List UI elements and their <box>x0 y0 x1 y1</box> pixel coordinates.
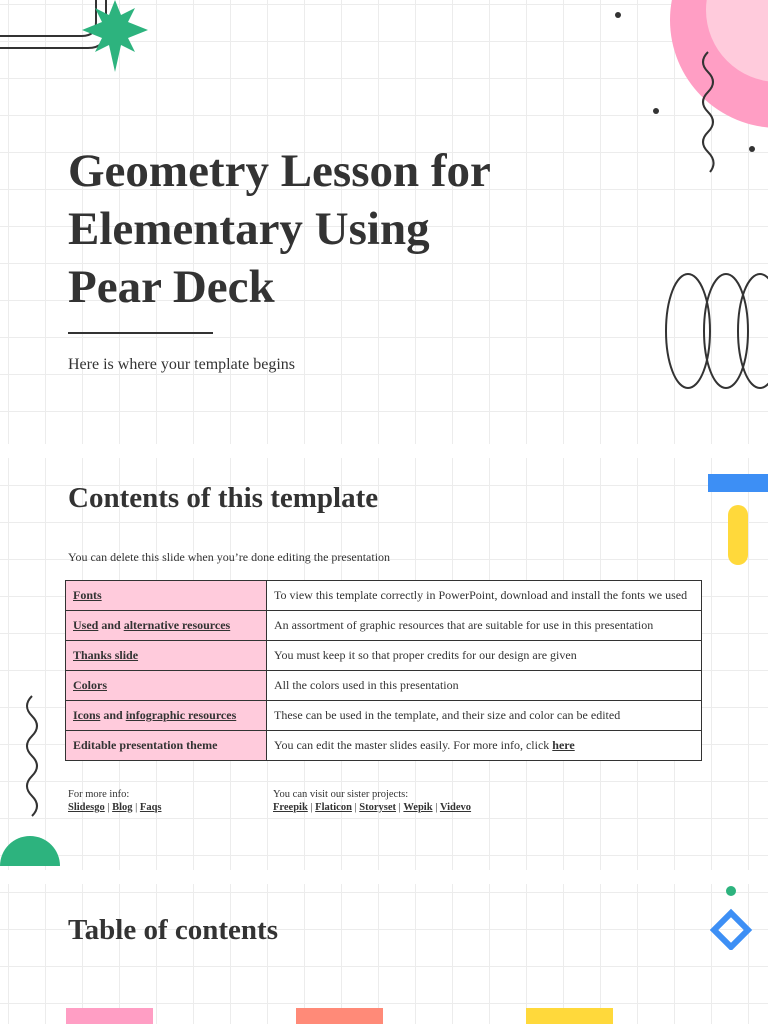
contents-note: You can delete this slide when you’re done editing the presentation <box>68 550 391 564</box>
table-cell-key <box>66 731 267 761</box>
key-link[interactable]: infographic resources <box>125 708 237 722</box>
more-info-label: For more info: <box>68 789 130 800</box>
link-separator: | <box>432 802 440 813</box>
link-separator: | <box>307 802 316 813</box>
blue-diamond-decoration <box>714 913 748 947</box>
here-link[interactable]: here <box>552 738 575 752</box>
green-dot-decoration <box>726 886 736 896</box>
table-cell-key <box>66 581 267 611</box>
table-cell-key <box>66 701 267 731</box>
contents-table <box>65 580 702 761</box>
key-link[interactable]: Colors <box>73 678 107 692</box>
decoration-top-right <box>600 0 768 180</box>
link-freepik[interactable]: Freepik <box>273 802 308 813</box>
ovals-decoration <box>660 268 768 394</box>
table-cell-key <box>66 611 267 641</box>
dot-decoration <box>615 12 621 18</box>
link-videvo[interactable]: Videvo <box>439 802 472 813</box>
slide-divider <box>0 870 768 884</box>
sister-projects-links <box>273 801 471 814</box>
right-decoration <box>710 880 754 950</box>
link-separator: | <box>351 802 360 813</box>
squiggle-decoration <box>27 696 37 816</box>
table-cell-description <box>267 641 702 671</box>
description-text: These can be used in the template, and their size and color can be edited <box>274 708 621 722</box>
description-text: An assortment of graphic resources that are suitable for use in this presentation <box>274 618 654 632</box>
table-row <box>66 581 702 611</box>
table-cell-key <box>66 641 267 671</box>
green-semicircle-decoration <box>0 834 62 866</box>
key-text: Editable presentation theme <box>73 738 218 752</box>
table-row <box>66 611 702 641</box>
link-wepik[interactable]: Wepik <box>403 802 433 813</box>
link-separator: | <box>132 802 140 813</box>
key-link[interactable]: Fonts <box>73 588 102 602</box>
description-text: You must keep it so that proper credits for our design are given <box>274 648 577 662</box>
salmon-strip-decoration <box>296 1008 383 1024</box>
more-info-block <box>68 788 162 814</box>
description-text: All the colors used in this presentation <box>274 678 459 692</box>
left-squiggle-decoration <box>14 694 54 824</box>
link-separator: | <box>104 802 113 813</box>
table-cell-key <box>66 671 267 701</box>
description-text: You can edit the master slides easily. For more info, click <box>274 738 553 752</box>
yellow-strip-decoration <box>526 1008 613 1024</box>
link-flaticon[interactable]: Flaticon <box>315 802 352 813</box>
contents-heading: Contents of this template <box>68 482 379 514</box>
table-cell-description <box>267 731 702 761</box>
semicircle-shape <box>0 836 60 866</box>
pink-strip-decoration <box>66 1008 153 1024</box>
slide-divider <box>0 444 768 458</box>
link-separator: | <box>396 802 404 813</box>
link-storyset[interactable]: Storyset <box>359 802 397 813</box>
link-slidesgo[interactable]: Slidesgo <box>68 802 105 813</box>
table-cell-description <box>267 671 702 701</box>
key-link[interactable]: alternative resources <box>123 618 231 632</box>
yellow-pill-decoration <box>728 505 748 565</box>
curved-line-decoration <box>0 0 106 48</box>
key-link[interactable]: Icons <box>73 708 101 722</box>
link-blog[interactable]: Blog <box>112 802 133 813</box>
toc-heading: Table of contents <box>68 914 278 946</box>
table-cell-description <box>267 581 702 611</box>
sister-projects-label: You can visit our sister projects: <box>273 789 409 800</box>
more-info-links <box>68 801 162 814</box>
key-link[interactable]: Thanks slide <box>73 648 139 662</box>
presentation-title: Geometry Lesson for Elementary Using Pear Deck <box>68 145 491 313</box>
curved-line-decoration <box>0 0 96 36</box>
presentation-subtitle: Here is where your template begins <box>68 356 296 373</box>
table-row <box>66 671 702 701</box>
table-row <box>66 641 702 671</box>
green-star-icon <box>82 0 148 72</box>
table-row <box>66 701 702 731</box>
sister-projects-block <box>273 788 471 814</box>
dot-decoration <box>653 108 659 114</box>
decoration-top-left <box>0 0 160 80</box>
title-underline <box>68 332 213 334</box>
blue-bar-decoration <box>708 474 768 492</box>
dot-decoration <box>749 146 755 152</box>
key-link[interactable]: Used <box>73 618 99 632</box>
key-text: and <box>98 618 124 632</box>
link-faqs[interactable]: Faqs <box>139 802 162 813</box>
key-text: and <box>100 708 126 722</box>
table-cell-description <box>267 611 702 641</box>
table-cell-description <box>267 701 702 731</box>
description-text: To view this template correctly in PowerPoint, download and install the fonts we used <box>274 588 688 602</box>
table-row <box>66 731 702 761</box>
